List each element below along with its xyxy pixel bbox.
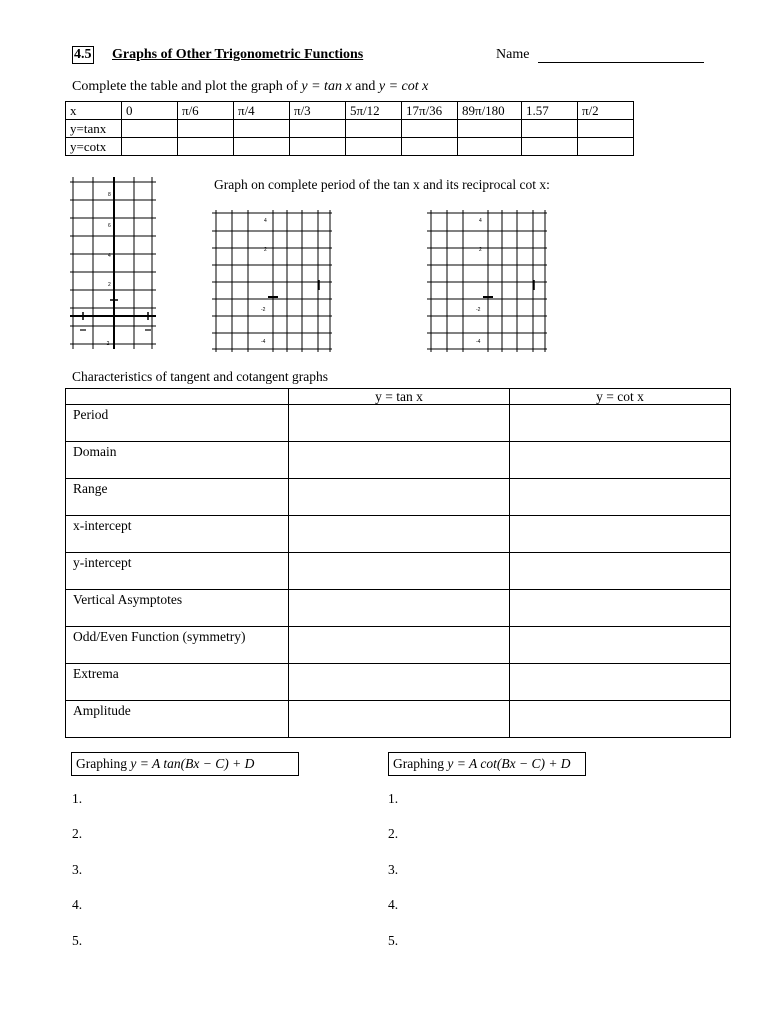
answer-cell[interactable] bbox=[458, 138, 522, 156]
answer-cell[interactable] bbox=[458, 120, 522, 138]
answer-cell[interactable] bbox=[510, 627, 731, 664]
x-value-cell: 5π/12 bbox=[346, 102, 402, 120]
table-row bbox=[66, 627, 731, 664]
cot-period-grid[interactable] bbox=[427, 210, 547, 352]
instruction-and: and bbox=[355, 79, 376, 94]
tan-step-4: 4. bbox=[72, 897, 83, 912]
tick-label: -2 bbox=[476, 307, 481, 313]
answer-cell[interactable] bbox=[402, 138, 458, 156]
tick-label: -4 bbox=[261, 339, 266, 345]
tick-label: 4 bbox=[479, 218, 482, 224]
x-value-cell: 1.57 bbox=[522, 102, 578, 120]
row-label: Domain bbox=[66, 442, 289, 479]
answer-cell[interactable] bbox=[290, 120, 346, 138]
row-label: Vertical Asymptotes bbox=[66, 590, 289, 627]
row-label: Period bbox=[66, 405, 289, 442]
graphing-cot-box bbox=[388, 752, 586, 776]
row-label: Odd/Even Function (symmetry) bbox=[66, 627, 289, 664]
tick-label: 2 bbox=[479, 247, 482, 253]
x-value-cell: π/6 bbox=[178, 102, 234, 120]
tan-step-2: 2. bbox=[72, 826, 83, 841]
table-row bbox=[66, 701, 731, 738]
table-row-cot bbox=[66, 138, 634, 156]
x-value-cell: 17π/36 bbox=[402, 102, 458, 120]
answer-cell[interactable] bbox=[522, 138, 578, 156]
table-row bbox=[66, 664, 731, 701]
tick-label: 4 bbox=[108, 253, 111, 259]
answer-cell[interactable] bbox=[289, 516, 510, 553]
tick-label: 2 bbox=[108, 282, 111, 288]
equation-tan: y = tan x bbox=[301, 79, 352, 94]
graph-instructions: Graph on complete period of the tan x and its reciprocal cot x: bbox=[214, 177, 550, 192]
answer-cell[interactable] bbox=[289, 664, 510, 701]
answer-cell[interactable] bbox=[510, 664, 731, 701]
graphing-tan-box bbox=[71, 752, 299, 776]
answer-cell[interactable] bbox=[510, 405, 731, 442]
answer-cell[interactable] bbox=[234, 138, 290, 156]
graphing-tan-label: Graphing bbox=[76, 756, 127, 771]
row-label: y=tanx bbox=[66, 120, 122, 138]
answer-cell[interactable] bbox=[510, 479, 731, 516]
row-label: x bbox=[66, 102, 122, 120]
cot-step-2: 2. bbox=[388, 826, 399, 841]
tick-label: 8 bbox=[108, 192, 111, 198]
tick-label: -2 bbox=[261, 307, 266, 313]
answer-cell[interactable] bbox=[178, 138, 234, 156]
answer-cell[interactable] bbox=[289, 701, 510, 738]
answer-cell[interactable] bbox=[578, 120, 634, 138]
name-label: Name bbox=[496, 47, 530, 62]
answer-cell[interactable] bbox=[178, 120, 234, 138]
name-field[interactable] bbox=[538, 62, 704, 63]
answer-cell[interactable] bbox=[346, 138, 402, 156]
answer-cell[interactable] bbox=[578, 138, 634, 156]
x-value-cell: 89π/180 bbox=[458, 102, 522, 120]
tan-step-3: 3. bbox=[72, 862, 83, 877]
x-value-cell: 0 bbox=[122, 102, 178, 120]
row-label: Range bbox=[66, 479, 289, 516]
table-row bbox=[66, 590, 731, 627]
answer-cell[interactable] bbox=[510, 701, 731, 738]
worksheet-title: Graphs of Other Trigonometric Functions bbox=[112, 47, 364, 62]
table-row bbox=[66, 479, 731, 516]
cot-step-3: 3. bbox=[388, 862, 399, 877]
instruction-text: Complete the table and plot the graph of bbox=[72, 79, 298, 94]
table-header-row bbox=[66, 389, 731, 405]
tan-step-5: 5. bbox=[72, 933, 83, 948]
answer-cell[interactable] bbox=[289, 479, 510, 516]
tan-step-1: 1. bbox=[72, 791, 83, 806]
answer-cell[interactable] bbox=[289, 442, 510, 479]
answer-cell[interactable] bbox=[122, 120, 178, 138]
table-row bbox=[66, 553, 731, 590]
answer-cell[interactable] bbox=[510, 590, 731, 627]
row-label: y=cotx bbox=[66, 138, 122, 156]
instructions bbox=[72, 79, 428, 95]
table-row bbox=[66, 405, 731, 442]
row-label: Amplitude bbox=[66, 701, 289, 738]
answer-cell[interactable] bbox=[510, 442, 731, 479]
row-label: Extrema bbox=[66, 664, 289, 701]
cot-step-1: 1. bbox=[388, 791, 399, 806]
table-row-tan bbox=[66, 120, 634, 138]
table-row bbox=[66, 516, 731, 553]
answer-cell[interactable] bbox=[289, 627, 510, 664]
answer-cell[interactable] bbox=[510, 553, 731, 590]
table-row bbox=[66, 442, 731, 479]
tick-label: -2 bbox=[105, 341, 110, 347]
tick-label: 4 bbox=[264, 218, 267, 224]
header-blank bbox=[66, 389, 289, 405]
answer-cell[interactable] bbox=[289, 590, 510, 627]
tick-label: 6 bbox=[108, 223, 111, 229]
x-value-cell: π/4 bbox=[234, 102, 290, 120]
characteristics-title: Characteristics of tangent and cotangent graphs bbox=[72, 369, 329, 384]
column-header-cot: y = cot x bbox=[510, 389, 731, 405]
x-value-cell: π/2 bbox=[578, 102, 634, 120]
tick-label: -4 bbox=[476, 339, 481, 345]
answer-cell[interactable] bbox=[402, 120, 458, 138]
row-label: x-intercept bbox=[66, 516, 289, 553]
answer-cell[interactable] bbox=[290, 138, 346, 156]
graphing-tan-formula: y = A tan(Bx − C) + D bbox=[130, 756, 255, 771]
row-label: y-intercept bbox=[66, 553, 289, 590]
graphing-cot-formula: y = A cot(Bx − C) + D bbox=[447, 756, 571, 771]
values-table bbox=[65, 101, 634, 156]
graphing-cot-label: Graphing bbox=[393, 756, 444, 771]
x-value-cell: π/3 bbox=[290, 102, 346, 120]
tick-label: 2 bbox=[264, 247, 267, 253]
answer-cell[interactable] bbox=[510, 516, 731, 553]
answer-cell[interactable] bbox=[122, 138, 178, 156]
equation-cot: y = cot x bbox=[378, 79, 429, 94]
column-header-tan: y = tan x bbox=[289, 389, 510, 405]
tan-period-grid[interactable] bbox=[212, 210, 332, 352]
characteristics-table bbox=[65, 388, 731, 738]
table-row-x bbox=[66, 102, 634, 120]
answer-cell[interactable] bbox=[346, 120, 402, 138]
tan-plot-grid[interactable] bbox=[68, 175, 158, 351]
cot-step-5: 5. bbox=[388, 933, 399, 948]
section-number: 4.5 bbox=[74, 47, 92, 62]
answer-cell[interactable] bbox=[289, 405, 510, 442]
answer-cell[interactable] bbox=[234, 120, 290, 138]
answer-cell[interactable] bbox=[289, 553, 510, 590]
answer-cell[interactable] bbox=[522, 120, 578, 138]
cot-step-4: 4. bbox=[388, 897, 399, 912]
